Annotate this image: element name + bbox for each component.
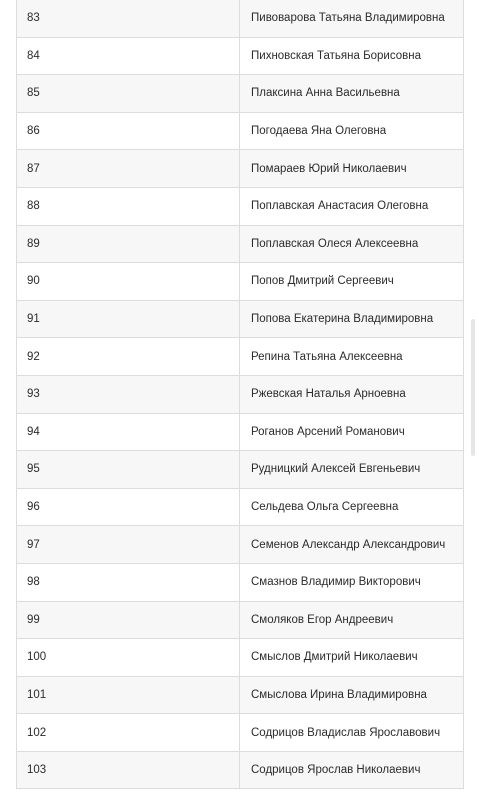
row-name: Смыслов Дмитрий Николаевич <box>240 639 464 677</box>
row-name: Содрицов Ярослав Николаевич <box>240 751 464 789</box>
row-name: Содрицов Владислав Ярославович <box>240 714 464 752</box>
row-name: Смоляков Егор Андреевич <box>240 601 464 639</box>
row-number: 96 <box>17 488 240 526</box>
row-name: Семенов Александр Александрович <box>240 526 464 564</box>
row-name: Попова Екатерина Владимировна <box>240 300 464 338</box>
row-name: Рудницкий Алексей Евгеньевич <box>240 451 464 489</box>
row-number: 94 <box>17 413 240 451</box>
table-row <box>17 187 464 225</box>
row-name: Плаксина Анна Васильевна <box>240 75 464 113</box>
row-number: 85 <box>17 75 240 113</box>
row-name: Пихновская Татьяна Борисовна <box>240 37 464 75</box>
row-number: 87 <box>17 150 240 188</box>
row-number: 97 <box>17 526 240 564</box>
row-name: Ржевская Наталья Арноевна <box>240 375 464 413</box>
table-row <box>17 563 464 601</box>
table-row <box>17 375 464 413</box>
row-name: Погодаева Яна Олеговна <box>240 112 464 150</box>
table-row <box>17 150 464 188</box>
scrollbar-thumb[interactable] <box>471 319 475 456</box>
table-row <box>17 75 464 113</box>
row-number: 90 <box>17 263 240 301</box>
row-name: Смазнов Владимир Викторович <box>240 563 464 601</box>
table-row <box>17 300 464 338</box>
table-row <box>17 488 464 526</box>
table-row <box>17 263 464 301</box>
row-number: 98 <box>17 563 240 601</box>
table-row <box>17 639 464 677</box>
table-row <box>17 338 464 376</box>
row-name: Помараев Юрий Николаевич <box>240 150 464 188</box>
row-name: Попов Дмитрий Сергеевич <box>240 263 464 301</box>
row-number: 95 <box>17 451 240 489</box>
row-number: 93 <box>17 375 240 413</box>
row-name: Репина Татьяна Алексеевна <box>240 338 464 376</box>
table-row <box>17 0 464 37</box>
table-row <box>17 112 464 150</box>
row-name: Роганов Арсений Романович <box>240 413 464 451</box>
row-number: 89 <box>17 225 240 263</box>
row-number: 88 <box>17 187 240 225</box>
table-row <box>17 451 464 489</box>
row-number: 99 <box>17 601 240 639</box>
table-row <box>17 37 464 75</box>
row-number: 91 <box>17 300 240 338</box>
row-number: 102 <box>17 714 240 752</box>
table-row <box>17 676 464 714</box>
row-number: 92 <box>17 338 240 376</box>
row-name: Сельдева Ольга Сергеевна <box>240 488 464 526</box>
table-row <box>17 601 464 639</box>
row-name: Поплавская Олеся Алексеевна <box>240 225 464 263</box>
row-number: 101 <box>17 676 240 714</box>
row-number: 84 <box>17 37 240 75</box>
names-table <box>16 0 464 789</box>
row-number: 103 <box>17 751 240 789</box>
table-row <box>17 526 464 564</box>
names-table-container <box>16 0 463 789</box>
row-name: Смыслова Ирина Владимировна <box>240 676 464 714</box>
table-row <box>17 225 464 263</box>
table-row <box>17 413 464 451</box>
row-name: Поплавская Анастасия Олеговна <box>240 187 464 225</box>
row-number: 83 <box>17 0 240 37</box>
row-name: Пивоварова Татьяна Владимировна <box>240 0 464 37</box>
row-number: 100 <box>17 639 240 677</box>
table-row <box>17 714 464 752</box>
row-number: 86 <box>17 112 240 150</box>
table-row <box>17 751 464 789</box>
